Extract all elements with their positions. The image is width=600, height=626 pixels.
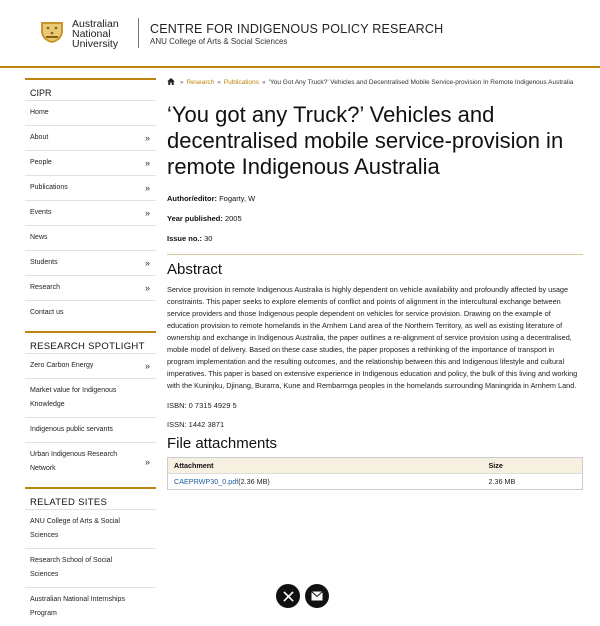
sidebar-item-label: Home [30,109,49,116]
breadcrumb-separator: » [217,79,221,86]
sidebar-item-publications[interactable] [25,175,156,200]
spotlight-item-urban-indigenous-research-network[interactable] [25,442,156,481]
spotlight-item-label: Urban Indigenous Research Network [30,451,118,472]
breadcrumb-current: ‘You Got Any Truck?’ Vehicles and Decentralised Mobile Service-provision In Remote Indigenous Australia [268,79,574,86]
issue-row [167,234,583,244]
sidebar-nav-title[interactable]: CIPR [25,78,156,100]
sidebar-item-students[interactable] [25,250,156,275]
related-site-label: Research School of Social Sciences [30,557,113,578]
page-title: ‘You got any Truck?’ Vehicles and decentralised mobile service-provision in remote Indigenous Australia [167,102,564,179]
abstract-heading: Abstract [167,261,223,278]
year-label: Year published: [167,214,223,223]
sidebar-item-people[interactable] [25,150,156,175]
issue-label: Issue no.: [167,234,203,243]
college-name[interactable]: ANU College of Arts & Social Sciences [150,37,288,46]
anu-wordmark[interactable] [72,19,119,49]
anu-crest-icon[interactable] [40,18,64,44]
x-twitter-icon [283,591,294,602]
attachment-size: 2.36 MB [488,477,516,486]
spotlight-item-indigenous-public-servants[interactable] [25,417,156,442]
chevron-right-icon[interactable]: » [144,258,150,268]
related-sites-title: RELATED SITES [25,487,156,509]
centre-title[interactable]: CENTRE FOR INDIGENOUS POLICY RESEARCH [150,22,444,36]
chevron-right-icon[interactable]: » [144,283,150,293]
spotlight-item-label: Market value for Indigenous Knowledge [30,387,117,408]
breadcrumb-separator: » [179,79,184,86]
sidebar-item-label: Publications [30,184,68,191]
breadcrumb [167,78,583,87]
email-icon [311,591,323,601]
chevron-right-icon[interactable]: » [144,183,150,193]
spotlight-item-market-value-for-indigenous-knowledge[interactable] [25,378,156,417]
breadcrumb-publications[interactable]: Publications [223,79,259,86]
sidebar-item-label: People [30,159,52,166]
divider [167,254,583,255]
anu-wordmark-line: Australian [72,18,119,30]
chevron-right-icon[interactable]: » [144,361,150,371]
attachments-heading: File attachments [167,435,278,452]
col-attachment: Attachment [168,458,483,474]
chevron-right-icon[interactable]: » [144,457,150,467]
sidebar-item-label: News [30,234,48,241]
sidebar-item-label: Events [30,209,52,216]
share-bar [276,584,329,608]
year-row [167,214,583,224]
year-value: 2005 [224,214,242,223]
author-row [167,194,583,204]
author-value: Fogarty, W [219,194,256,203]
attachment-inline-size: (2.36 MB) [238,477,270,486]
main-content [167,78,583,490]
chevron-right-icon[interactable]: » [144,208,150,218]
spotlight-item-label: Indigenous public servants [30,426,113,433]
related-site-anu-college-of-arts-social-sciences[interactable] [25,509,156,548]
sidebar [25,78,156,626]
spotlight-item-zero-carbon-energy[interactable] [25,353,156,378]
sidebar-item-label: Research [30,284,60,291]
related-sites-list [25,509,156,626]
spotlight-list [25,353,156,481]
sidebar-item-home[interactable] [25,100,156,125]
issn: ISSN: 1442 3871 [167,420,225,429]
sidebar-nav [25,100,156,325]
spotlight-title: RESEARCH SPOTLIGHT [25,331,156,353]
related-site-research-school-of-social-sciences[interactable] [25,548,156,587]
table-header-row [168,458,583,474]
share-x-button[interactable] [276,584,300,608]
attachments-table [167,457,583,490]
sidebar-item-label: Contact us [30,309,64,316]
sidebar-item-contact-us[interactable] [25,300,156,325]
related-site-label: Australian National Internships Program [30,596,125,617]
anu-wordmark-line: University [72,38,119,50]
spotlight-item-label: Zero Carbon Energy [30,362,94,369]
chevron-right-icon[interactable]: » [144,158,150,168]
site-header [0,0,600,68]
sidebar-item-research[interactable] [25,275,156,300]
breadcrumb-separator: » [261,79,266,86]
header-divider [138,18,139,48]
col-size: Size [483,458,583,474]
related-site-australian-national-internships-program[interactable] [25,587,156,626]
sidebar-item-label: About [30,134,49,141]
abstract-text: Service provision in remote Indigenous Australia is highly dependent on vehicle availability and profoundly affected by usage constraints. This paper seeks to explore elements of conflict and points of alignment in the intercultural exchange between service providers and those Indigenous people dependent on vehicles for service provision. Drawing on the example of education provision to remote homelands in the Arnhem Land area of the Northern Territory, as well as existing literature of ownership and exchange in Indigenous Australia, the paper outlines a re-alignment of service provision using a decentralised, mobile model of delivery. Based on these case studies, the paper proposes a rethinking of the importance of transport in program implementation and the resulting outcomes, and the relationship between this and Indigenous lifestyle and cultural imperatives. This paper is based on extensive experience in Indigenous education and policy, the bulk of this living and working with the Kuninjku, Djinang, Burarra, Kune and Rembarrnga peoples in the homelands surrounding Maningrida in Arnhem Land. [167,285,578,390]
sidebar-item-events[interactable] [25,200,156,225]
related-site-label: ANU College of Arts & Social Sciences [30,518,120,539]
issue-value: 30 [204,234,213,243]
sidebar-item-about[interactable] [25,125,156,150]
author-label: Author/editor: [167,194,217,203]
breadcrumb-research[interactable]: Research [186,79,215,86]
share-email-button[interactable] [305,584,329,608]
attachment-cell [168,474,483,490]
table-row [168,474,583,490]
chevron-right-icon[interactable]: » [144,133,150,143]
home-icon[interactable] [167,78,175,85]
anu-wordmark-line: National [72,28,111,40]
isbn: ISBN: 0 7315 4929 5 [167,401,237,410]
sidebar-item-label: Students [30,259,58,266]
sidebar-item-news[interactable] [25,225,156,250]
attachment-link[interactable]: CAEPRWP30_0.pdf [174,477,239,486]
